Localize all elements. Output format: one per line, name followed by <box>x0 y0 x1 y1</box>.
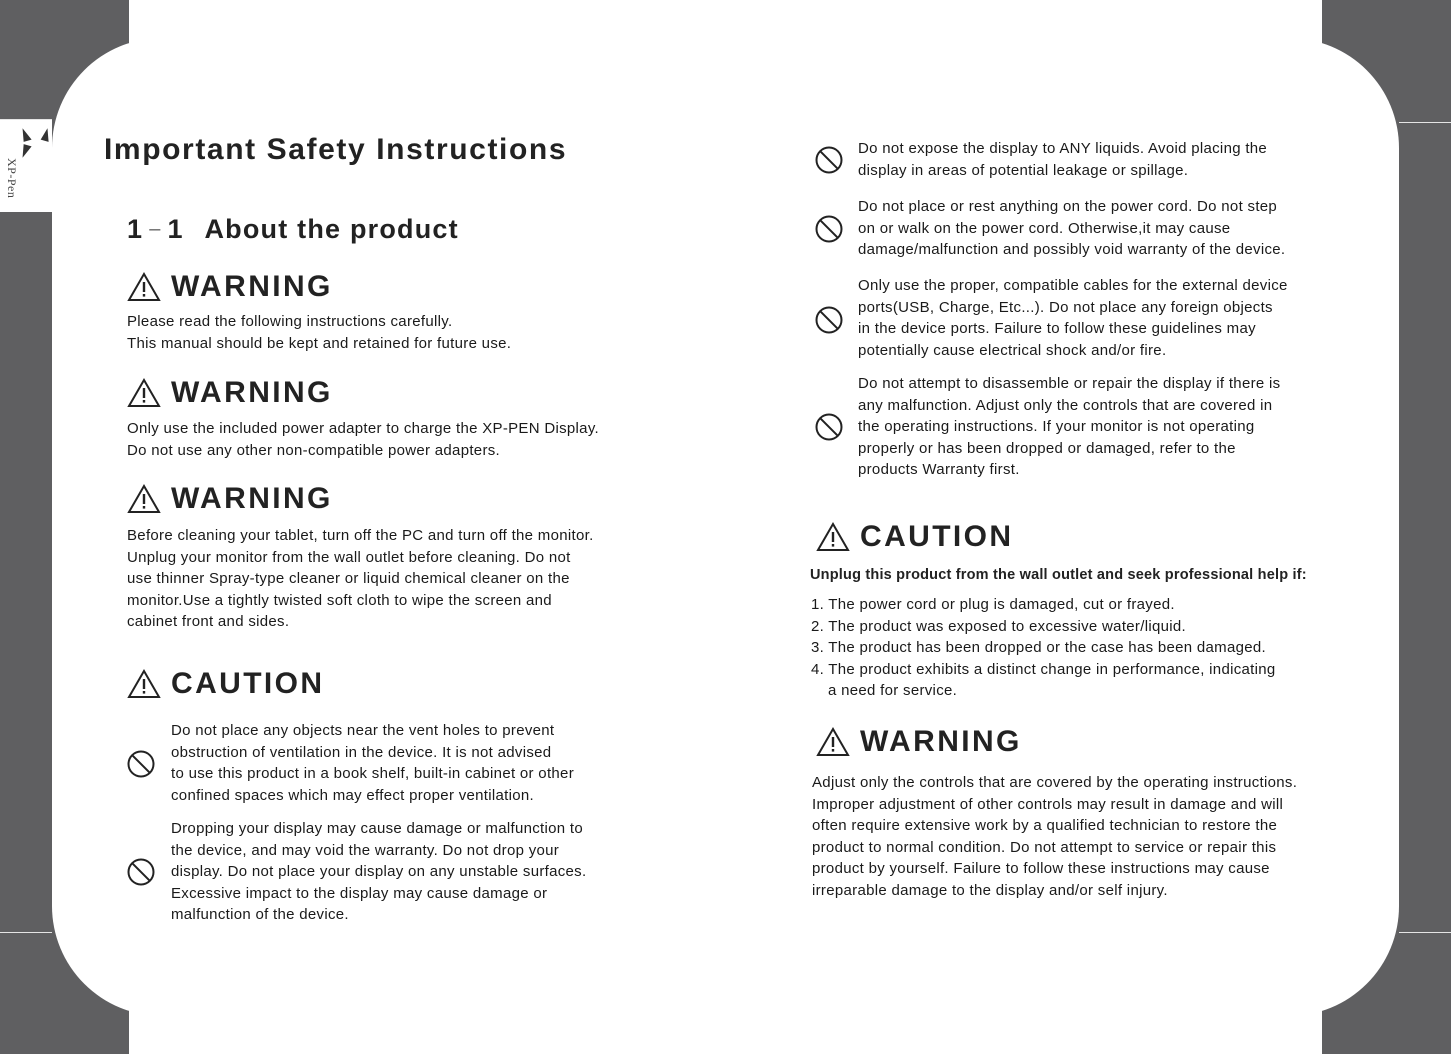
list-item: 1. The power cord or plug is damaged, cut or frayed. <box>811 596 1175 613</box>
list-item-continuation: a need for service. <box>828 682 958 699</box>
right-item-4 <box>858 373 1280 481</box>
warning-triangle-icon <box>127 378 161 408</box>
right-item-3 <box>858 275 1288 361</box>
text-line: ports(USB, Charge, Etc...). Do not place any foreign objects <box>858 298 1273 316</box>
text-line: to use this product in a book shelf, built-in cabinet or other <box>171 765 574 782</box>
right-item-1 <box>858 138 1267 181</box>
text-line: Adjust only the controls that are covered by the operating instructions. <box>812 774 1298 791</box>
text-line: Excessive impact to the display may cause damage or <box>171 884 548 902</box>
text-line: Do not place or rest anything on the power cord. Do not step <box>858 198 1278 215</box>
section-number-major: 1 <box>127 214 144 244</box>
warning-heading-3 <box>127 482 333 516</box>
warning-triangle-icon <box>816 522 850 552</box>
warning-heading-1 <box>127 270 333 304</box>
text-line: the device, and may void the warranty. Do not drop your <box>171 841 560 859</box>
text-line: Improper adjustment of other controls may result in damage and will <box>812 795 1284 813</box>
warning-label: WARNING <box>171 270 333 303</box>
right-item-2 <box>858 196 1285 261</box>
brand-label: XP-Pen <box>5 158 19 199</box>
warning-label: WARNING <box>860 725 1022 758</box>
warning-triangle-icon <box>127 669 161 699</box>
page-title: Important Safety Instructions <box>104 133 568 166</box>
caution-label: CAUTION <box>171 667 325 700</box>
list-item: 4. The product exhibits a distinct change in performance, indicating <box>811 660 1276 678</box>
caution-list <box>811 594 1276 702</box>
xp-pen-logo-icon <box>16 126 54 160</box>
text-line: Do not expose the display to ANY liquids. Avoid placing the <box>858 140 1268 157</box>
warning-text-3 <box>127 525 594 633</box>
warning-label: WARNING <box>171 482 333 515</box>
prohibited-icon <box>126 749 156 779</box>
text-line: monitor.Use a tightly twisted soft cloth to wipe the screen and <box>127 591 552 609</box>
warning-heading-right <box>816 725 1022 759</box>
text-line: often require extensive work by a qualified technician to restore the <box>812 817 1278 834</box>
right-top-rule <box>1399 122 1451 123</box>
warning-label: WARNING <box>171 376 333 409</box>
text-line: This manual should be kept and retained for future use. <box>127 334 512 352</box>
caution-label: CAUTION <box>860 520 1014 553</box>
caution-heading-left <box>127 667 324 701</box>
text-line: Do not place any objects near the vent holes to prevent <box>171 722 555 739</box>
text-line: display. Do not place your display on any unstable surfaces. <box>171 863 587 880</box>
text-line: Unplug your monitor from the wall outlet before cleaning. Do not <box>127 548 571 566</box>
list-item: 2. The product was exposed to excessive water/liquid. <box>811 617 1186 635</box>
text-line: Before cleaning your tablet, turn off the PC and turn off the monitor. <box>127 527 594 544</box>
section-number-separator: – <box>149 218 162 240</box>
text-line: potentially cause electrical shock and/or fire. <box>858 341 1167 359</box>
section-number-minor: 1 <box>167 214 184 244</box>
text-line: product by yourself. Failure to follow these instructions may cause <box>812 860 1270 877</box>
caution-intro: Unplug this product from the wall outlet and seek professional help if: <box>810 567 1307 583</box>
warning-triangle-icon <box>816 727 850 757</box>
text-line: use thinner Spray-type cleaner or liquid chemical cleaner on the <box>127 570 570 587</box>
text-line: Do not use any other non-compatible power adapters. <box>127 441 501 459</box>
list-item: 3. The product has been dropped or the case has been damaged. <box>811 639 1267 656</box>
section-label: About the product <box>204 214 459 244</box>
warning-text-right <box>812 772 1297 901</box>
text-line: Do not attempt to disassemble or repair the display if there is <box>858 375 1281 392</box>
warning-triangle-icon <box>127 272 161 302</box>
text-line: Dropping your display may cause damage or malfunction to <box>171 820 584 837</box>
text-line: obstruction of ventilation in the device. It is not advised <box>171 743 552 761</box>
prohibited-icon <box>814 412 844 442</box>
caution-item-1 <box>171 720 574 806</box>
right-bottom-rule <box>1399 932 1451 933</box>
text-line: confined spaces which may effect proper ventilation. <box>171 786 535 804</box>
text-line: irreparable damage to the display and/or self injury. <box>812 881 1168 899</box>
prohibited-icon <box>814 305 844 335</box>
text-line: properly or has been dropped or damaged, refer to the <box>858 439 1236 457</box>
prohibited-icon <box>814 145 844 175</box>
text-line: Only use the proper, compatible cables for the external device <box>858 277 1288 294</box>
text-line: damage/malfunction and possibly void warranty of the device. <box>858 241 1286 258</box>
text-line: cabinet front and sides. <box>127 613 290 630</box>
left-bottom-rule <box>0 932 52 933</box>
text-line: on or walk on the power cord. Otherwise,it may cause <box>858 219 1231 237</box>
section-heading <box>127 214 459 245</box>
text-line: products Warranty first. <box>858 461 1020 478</box>
warning-text-1 <box>127 311 511 354</box>
text-line: display in areas of potential leakage or spillage. <box>858 161 1189 179</box>
text-line: product to normal condition. Do not attempt to service or repair this <box>812 838 1277 856</box>
text-line: Only use the included power adapter to charge the XP-PEN Display. <box>127 420 599 437</box>
caution-heading-right <box>816 520 1013 554</box>
text-line: Please read the following instructions carefully. <box>127 313 453 330</box>
warning-heading-2 <box>127 376 333 410</box>
text-line: in the device ports. Failure to follow these guidelines may <box>858 320 1256 337</box>
caution-item-2 <box>171 818 586 926</box>
text-line: malfunction of the device. <box>171 906 349 923</box>
prohibited-icon <box>126 857 156 887</box>
prohibited-icon <box>814 214 844 244</box>
text-line: the operating instructions. If your monitor is not operating <box>858 418 1255 435</box>
warning-text-2 <box>127 418 599 461</box>
text-line: any malfunction. Adjust only the controls that are covered in <box>858 396 1273 414</box>
warning-triangle-icon <box>127 484 161 514</box>
